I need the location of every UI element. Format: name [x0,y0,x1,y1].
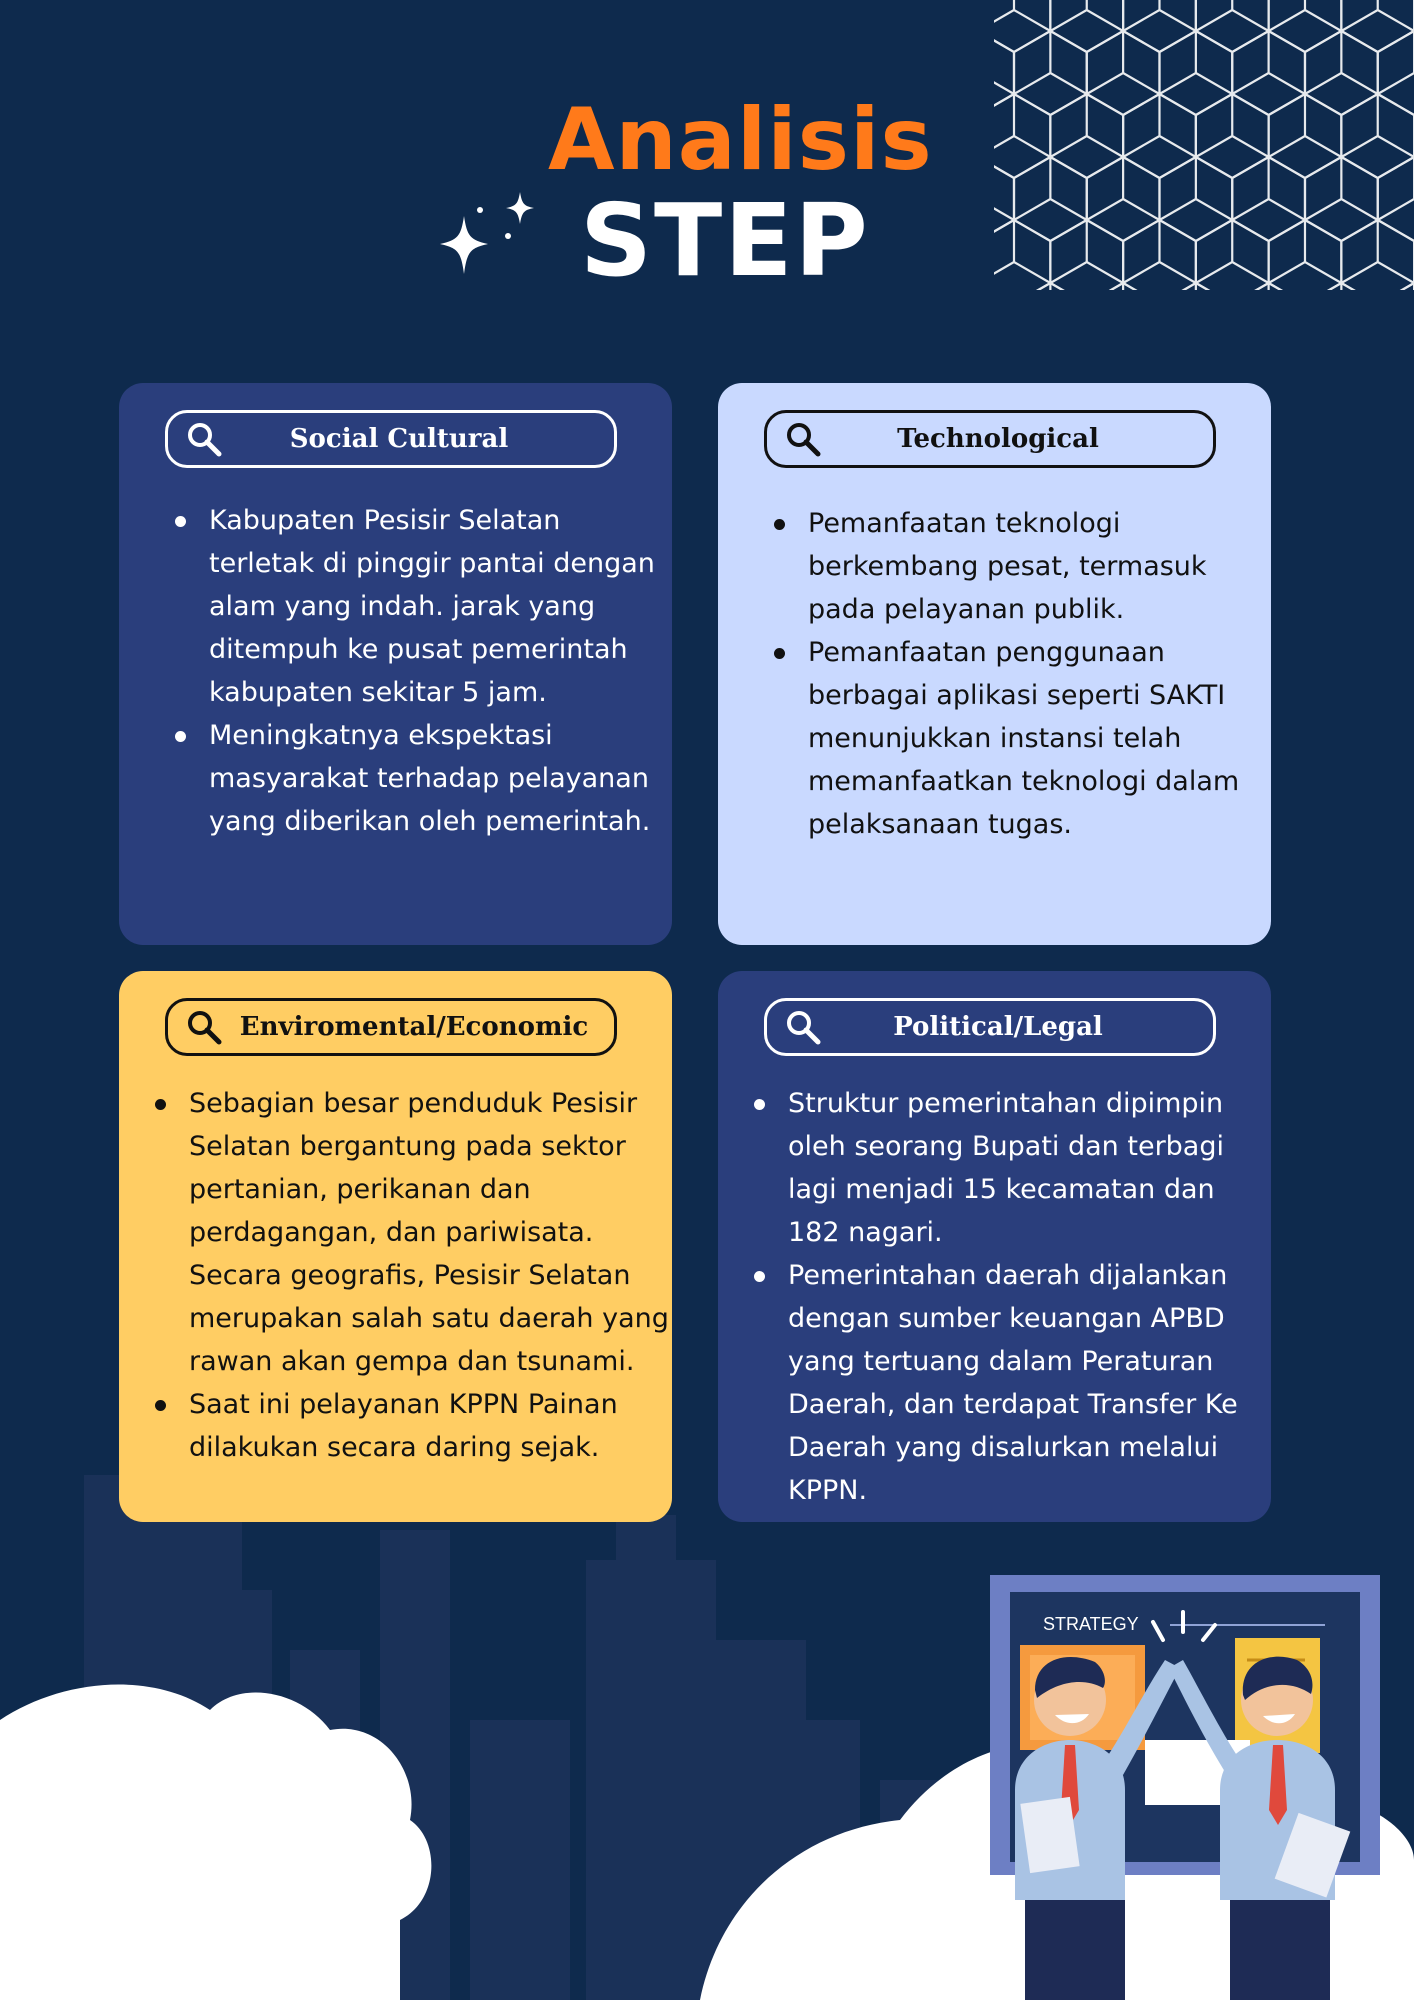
cube-edge [1050,220,1123,283]
cube-edge [1087,157,1160,220]
cube-edge [994,157,1014,220]
cube-edge [1232,157,1305,220]
social-cultural-header [165,410,617,468]
hexagon-cell [1378,157,1414,241]
environmental-economic-header [165,998,617,1056]
cube-edge [1123,94,1196,157]
cube-edge [1123,220,1196,283]
title-step: STEP [580,182,870,299]
search-icon [184,419,224,459]
environmental-economic-card [119,971,672,1522]
search-icon [783,1007,823,1047]
sparkle-icon [436,188,546,288]
list-item: Kabupaten Pesisir Selatan terletak di pinggir pantai dengan alam yang indah. jarak yang ditempuh ke pusat pemerintah kabupaten sekitar 5 jam. [169,499,659,714]
list-item: Meningkatnya ekspektasi masyarakat terhadap pelayanan yang diberikan oleh pemerintah. [169,714,659,843]
technological-list [768,502,1268,846]
environmental-economic-title: Enviromental/Economic [239,1012,589,1042]
social-cultural-title: Social Cultural [289,424,509,454]
search-icon [184,1007,224,1047]
political-legal-card [718,971,1271,1522]
list-item: Pemanfaatan penggunaan berbagai aplikasi seperti SAKTI menunjukkan instansi telah memanfaatkan teknologi dalam pelaksanaan tugas. [768,631,1268,846]
list-item: Sebagian besar penduduk Pesisir Selatan bergantung pada sektor pertanian, perikanan dan perdagangan, dan pariwisata. Secara geografis, Pesisir Selatan merupakan salah satu daerah yang rawan akan gempa dan tsunami. [149,1082,669,1383]
cube-edge [1232,283,1305,290]
hexagon-cell [994,283,1014,290]
cube-edge [1305,283,1378,290]
technological-header [764,410,1216,468]
cube-edge [1087,283,1160,290]
cube-edge [994,283,1014,290]
cube-edge [1050,0,1123,31]
cube-edge [1305,157,1378,220]
hexagon-cell [1378,283,1414,290]
cube-edge [1159,157,1232,220]
cube-edge [1196,220,1269,283]
cube-edge [1050,94,1123,157]
list-item: Pemanfaatan teknologi berkembang pesat, termasuk pada pelayanan publik. [768,502,1268,631]
social-cultural-list [169,499,659,843]
strategy-board-label: STRATEGY [1043,1614,1139,1634]
hexagon-cell [994,94,1050,178]
cube-edge [994,0,1050,31]
cube-edge [1269,0,1342,31]
cube-edge [1341,94,1414,157]
cube-edge [1269,220,1342,283]
cube-edge [1341,220,1414,283]
cube-edge [1305,31,1378,94]
hexagon-cell [1378,31,1414,115]
hexagon-cell [994,220,1050,290]
political-legal-list [748,1082,1268,1512]
cube-edge [1159,283,1232,290]
hexagon-pattern-decoration [994,0,1414,290]
technological-title: Technological [897,424,1099,454]
cube-edge [1196,94,1269,157]
search-icon [783,419,823,459]
hexagon-cell [994,157,1014,241]
list-item: Struktur pemerintahan dipimpin oleh seorang Bupati dan terbagi lagi menjadi 15 kecamatan dan 182 nagari. [748,1082,1268,1254]
list-item: Pemerintahan daerah dijalankan dengan sumber keuangan APBD yang tertuang dalam Peraturan Daerah, dan terdapat Transfer Ke Daerah yang disalurkan melalui KPPN. [748,1254,1268,1512]
cube-edge [1014,283,1087,290]
cube-edge [1232,31,1305,94]
cube-edge [994,220,1050,283]
social-cultural-card [119,383,672,945]
cube-edge [1341,0,1414,31]
cube-edge [1014,157,1087,220]
hexagon-cell [994,31,1014,115]
cube-edge [1196,0,1269,31]
cube-edge [1014,31,1087,94]
political-legal-header [764,998,1216,1056]
cube-edge [1269,94,1342,157]
environmental-economic-list [149,1082,669,1469]
political-legal-title: Political/Legal [893,1012,1103,1042]
cube-edge [1087,31,1160,94]
list-item: Saat ini pelayanan KPPN Painan dilakukan secara daring sejak. [149,1383,669,1469]
technological-card [718,383,1271,945]
cube-edge [1123,0,1196,31]
cube-edge [994,94,1050,157]
cube-edge [1159,31,1232,94]
title-analisis: Analisis [548,90,933,190]
cube-edge [994,31,1014,94]
